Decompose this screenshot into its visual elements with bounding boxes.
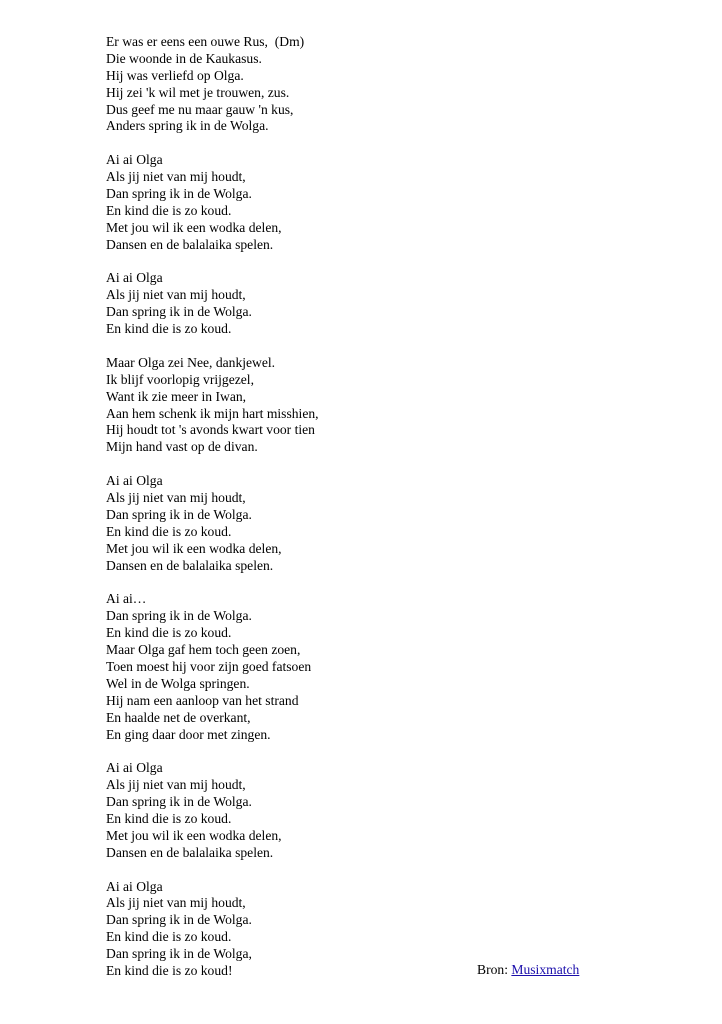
lyric-line: Dan spring ik in de Wolga. xyxy=(106,912,252,928)
lyric-line: Aan hem schenk ik mijn hart misshien, xyxy=(106,405,319,421)
stanza xyxy=(106,355,626,456)
lyric-line: Hij houdt tot 's avonds kwart voor tien xyxy=(106,422,315,438)
lyric-line: En kind die is zo koud. xyxy=(106,202,232,218)
lyric-line: Anders spring ik in de Wolga. xyxy=(106,118,269,134)
stanza xyxy=(106,152,626,253)
lyric-line: Maar Olga gaf hem toch geen zoen, xyxy=(106,642,301,658)
lyric-line: Ai ai Olga xyxy=(106,270,163,286)
stanza xyxy=(106,34,626,135)
lyric-line: Maar Olga zei Nee, dankjewel. xyxy=(106,354,276,370)
source-credit xyxy=(477,962,579,979)
lyric-line: Toen moest hij voor zijn goed fatsoen xyxy=(106,658,312,674)
lyric-line: Met jou wil ik een wodka delen, xyxy=(106,219,282,235)
lyric-line: En kind die is zo koud. xyxy=(106,929,232,945)
lyric-line: Met jou wil ik een wodka delen, xyxy=(106,827,282,843)
lyric-line: Dan spring ik in de Wolga. xyxy=(106,794,252,810)
lyric-line: Ai ai Olga xyxy=(106,760,163,776)
lyric-line: En ging daar door met zingen. xyxy=(106,726,271,742)
source-link[interactable]: Musixmatch xyxy=(511,962,580,977)
lyric-line: Ai ai Olga xyxy=(106,878,163,894)
lyric-line: En kind die is zo koud. xyxy=(106,625,232,641)
lyric-line: Hij zei 'k wil met je trouwen, zus. xyxy=(106,84,290,100)
lyric-line: Die woonde in de Kaukasus. xyxy=(106,50,262,66)
lyric-line: Hij was verliefd op Olga. xyxy=(106,67,244,83)
lyric-line: Mijn hand vast op de divan. xyxy=(106,439,258,455)
lyric-line: En kind die is zo koud. xyxy=(106,321,232,337)
lyric-line: En kind die is zo koud! xyxy=(106,962,233,978)
lyric-line: Dan spring ik in de Wolga, xyxy=(106,946,252,962)
lyric-line: Dus geef me nu maar gauw 'n kus, xyxy=(106,101,294,117)
lyric-line: Dansen en de balalaika spelen. xyxy=(106,844,274,860)
lyric-line: Wel in de Wolga springen. xyxy=(106,675,250,691)
source-label: Bron: xyxy=(477,962,512,977)
lyric-line: Als jij niet van mij houdt, xyxy=(106,169,246,185)
lyric-line: Als jij niet van mij houdt, xyxy=(106,777,246,793)
lyric-line: Dansen en de balalaika spelen. xyxy=(106,236,274,252)
lyric-line: Ai ai Olga xyxy=(106,473,163,489)
lyric-line: Ai ai Olga xyxy=(106,152,163,168)
lyric-line: Als jij niet van mij houdt, xyxy=(106,287,246,303)
lyrics-body xyxy=(106,34,626,980)
lyric-line: Ai ai… xyxy=(106,591,147,607)
stanza xyxy=(106,270,626,338)
lyric-line: En kind die is zo koud. xyxy=(106,523,232,539)
lyric-line: Dan spring ik in de Wolga. xyxy=(106,608,252,624)
lyric-line: Hij nam een aanloop van het strand xyxy=(106,692,299,708)
lyric-line: Dan spring ik in de Wolga. xyxy=(106,304,252,320)
lyric-line: Als jij niet van mij houdt, xyxy=(106,490,246,506)
stanza xyxy=(106,473,626,574)
stanza xyxy=(106,760,626,861)
lyric-line: Ik blijf voorlopig vrijgezel, xyxy=(106,371,254,387)
lyric-line: En kind die is zo koud. xyxy=(106,810,232,826)
lyric-line: Er was er eens een ouwe Rus, (Dm) xyxy=(106,34,305,49)
stanza xyxy=(106,591,626,743)
lyric-line: En haalde net de overkant, xyxy=(106,709,251,725)
lyric-line: Dansen en de balalaika spelen. xyxy=(106,557,274,573)
lyric-line: Want ik zie meer in Iwan, xyxy=(106,388,247,404)
lyric-line: Dan spring ik in de Wolga. xyxy=(106,506,252,522)
lyric-line: Dan spring ik in de Wolga. xyxy=(106,186,252,202)
lyric-line: Als jij niet van mij houdt, xyxy=(106,895,246,911)
lyric-line: Met jou wil ik een wodka delen, xyxy=(106,540,282,556)
